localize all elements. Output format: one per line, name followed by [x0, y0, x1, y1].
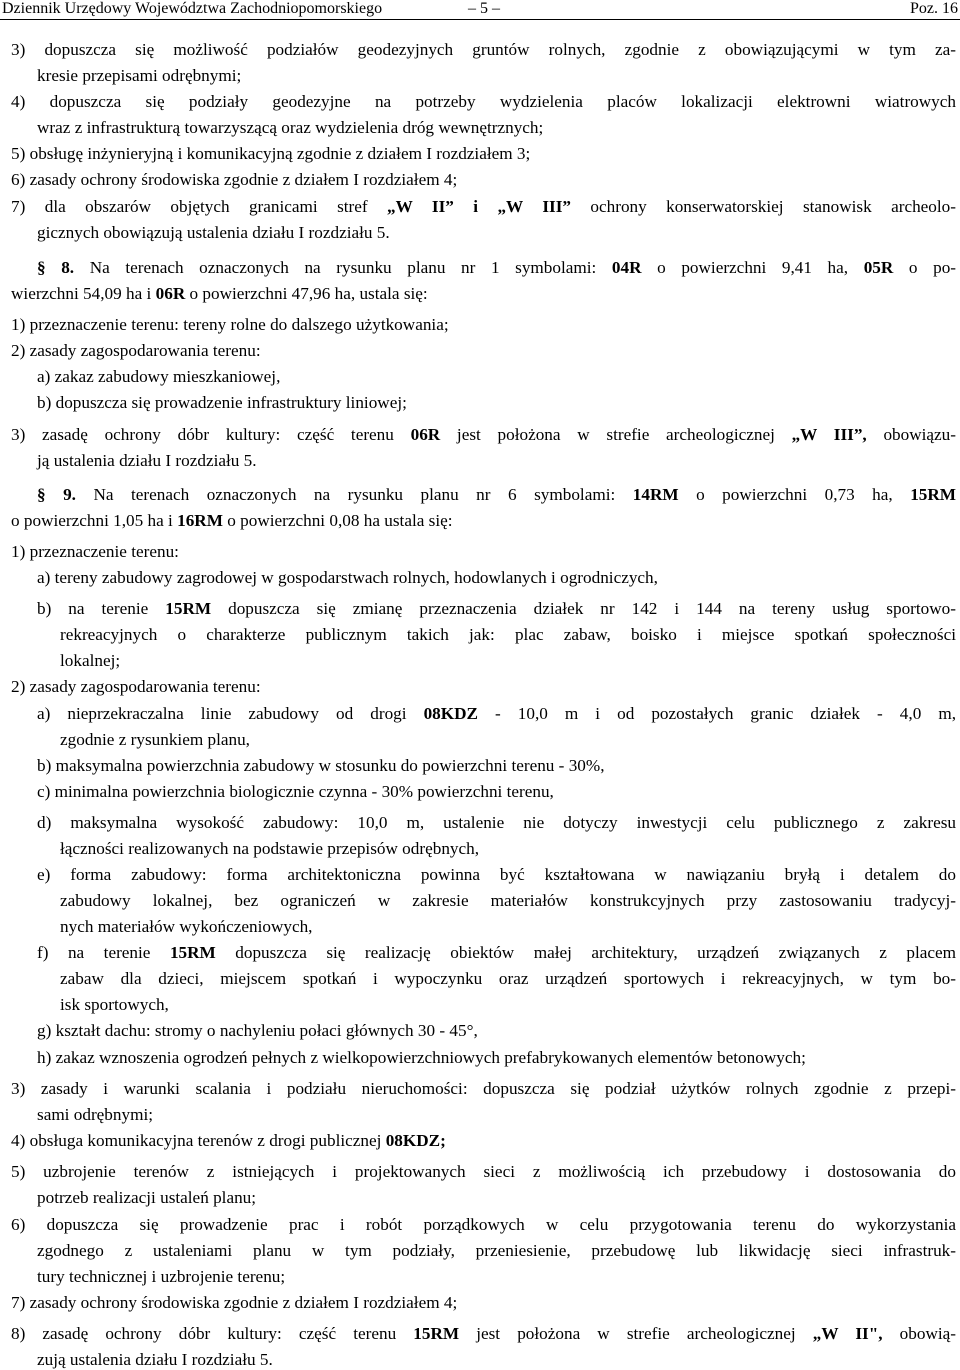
text-segment: 5) uzbrojenie terenów z istniejących i projektowanych sieci z możliwością ich przebudowy i dostosowania do	[11, 1162, 956, 1182]
bold-text-segment: „W II” i „W III”	[387, 197, 571, 217]
text-line	[11, 1293, 457, 1313]
text-line	[11, 1215, 956, 1235]
text-line	[37, 704, 956, 724]
text-line	[60, 969, 956, 989]
text-segment: c) minimalna powierzchnia biologicznie czynna - 30% powierzchni terenu,	[37, 782, 554, 802]
text-segment: o powierzchni 9,41 ha,	[641, 258, 864, 278]
text-segment: b) na terenie	[37, 599, 166, 619]
text-segment: obowiązu-	[866, 425, 956, 445]
text-segment: o powierzchni 0,08 ha ustala się:	[222, 511, 453, 531]
text-segment: 2) zasady zagospodarowania terenu:	[11, 341, 261, 361]
text-segment: zgodnie z rysunkiem planu,	[60, 730, 250, 750]
bold-text-segment: § 9.	[37, 485, 76, 505]
text-segment: łączności realizowanych na podstawie przepisów odrębnych,	[60, 839, 480, 859]
text-line	[37, 1021, 478, 1041]
text-line	[37, 1188, 256, 1208]
text-line	[11, 40, 956, 60]
text-line	[37, 367, 280, 387]
text-segment: jest położona w strefie archeologicznej	[459, 1324, 813, 1344]
bold-text-segment: 14RM	[632, 485, 679, 505]
text-segment: rekreacyjnych o charakterze publicznym takich jak: plac zabaw, boisko i miejsce spotkań społeczności	[60, 625, 956, 645]
text-segment: zabudowy lokalnej, bez ograniczeń w zakresie materiałów konstrukcyjnych przy zastosowaniu tradycyj-	[60, 891, 956, 911]
text-line	[37, 782, 554, 802]
text-line	[11, 341, 261, 361]
text-segment: 1) przeznaczenie terenu: tereny rolne do dalszego użytkowania;	[11, 315, 449, 335]
journal-title: Dziennik Urzędowy Województwa Zachodniopomorskiego	[2, 0, 383, 17]
text-segment: h) zakaz wznoszenia ogrodzeń pełnych z wielkopowierzchniowych prefabrykowanych elementów betonowych;	[37, 1048, 806, 1068]
text-segment: dopuszcza się zmianę przeznaczenia działek nr 142 i 144 na tereny usług sportowo-	[211, 599, 956, 619]
text-segment: a) zakaz zabudowy mieszkaniowej,	[37, 367, 281, 387]
text-segment: Na terenach oznaczonych na rysunku planu nr 6 symbolami:	[75, 485, 633, 505]
bold-text-segment: „W III”,	[791, 425, 867, 445]
text-segment: 7) zasady ochrony środowiska zgodnie z działem I rozdziałem 4;	[11, 1293, 458, 1313]
text-segment: ochrony konserwatorskiej stanowisk archeolo-	[571, 197, 956, 217]
text-segment: g) kształt dachu: stromy o nachyleniu połaci głównych 30 - 45°,	[37, 1021, 478, 1041]
bold-text-segment: 15RM	[910, 485, 956, 505]
text-line	[37, 813, 956, 833]
text-segment: o powierzchni 1,05 ha i	[11, 511, 178, 531]
text-segment: gicznych obowiązują ustalenia działu I rozdziału 5.	[37, 223, 390, 243]
text-line	[37, 865, 956, 885]
text-segment: jest położona w strefie archeologicznej	[440, 425, 792, 445]
text-segment: 6) zasady ochrony środowiska zgodnie z działem I rozdziałem 4;	[11, 170, 458, 190]
text-segment: nych materiałów wykończeniowych,	[60, 917, 313, 937]
text-segment: 4) dopuszcza się podziały geodezyjne na potrzeby wydzielenia placów lokalizacji elektrowni wiatrowych	[11, 92, 956, 112]
text-line	[37, 223, 390, 243]
text-segment: zabaw dla dzieci, miejscem spotkań i wypoczynku oraz urządzeń sportowych i rekreacyjnych, w tym bo-	[60, 969, 956, 989]
bold-text-segment: 15RM	[169, 943, 216, 963]
text-segment: tury technicznej i uzbrojenie terenu;	[37, 1267, 286, 1287]
header-rule	[0, 19, 960, 20]
text-segment: 3) zasadę ochrony dóbr kultury: część terenu	[11, 425, 411, 445]
text-segment: zują ustalenia działu I rozdziału 5.	[37, 1350, 273, 1370]
text-line	[11, 92, 956, 112]
text-line	[60, 995, 169, 1015]
text-line	[11, 1324, 956, 1344]
text-line	[11, 1162, 956, 1182]
text-segment: e) forma zabudowy: forma architektoniczna powinna być kształtowana w nawiązaniu bryłą i detalem do	[37, 865, 956, 885]
text-segment: o powierzchni 47,96 ha, ustala się:	[185, 284, 428, 304]
text-line	[60, 730, 250, 750]
bold-text-segment: 05R	[863, 258, 894, 278]
text-line	[11, 197, 956, 217]
bold-text-segment: „W II",	[812, 1324, 883, 1344]
text-line	[37, 485, 956, 505]
text-segment: o powierzchni 0,73 ha,	[678, 485, 911, 505]
text-line	[11, 511, 453, 531]
text-segment: wraz z infrastrukturą towarzyszącą oraz wydzielenia dróg wewnętrznych;	[37, 118, 544, 138]
text-line	[11, 144, 530, 164]
text-line	[60, 651, 120, 671]
text-segment: b) maksymalna powierzchnia zabudowy w stosunku do powierzchni terenu - 30%,	[37, 756, 605, 776]
text-line	[37, 756, 605, 776]
text-line	[37, 1105, 153, 1125]
bold-text-segment: 16RM	[177, 511, 223, 531]
position-number: Poz. 16	[910, 0, 958, 17]
text-segment: 7) dla obszarów objętych granicami stref	[11, 197, 388, 217]
text-segment: 6) dopuszcza się prowadzenie prac i robót porządkowych w celu przygotowania terenu do wykorzystania	[11, 1215, 956, 1235]
bold-text-segment: 08KDZ;	[385, 1131, 446, 1151]
text-line	[37, 451, 257, 471]
bold-text-segment: 08KDZ	[423, 704, 479, 724]
text-line	[60, 625, 956, 645]
text-line	[37, 66, 241, 86]
bold-text-segment: 06R	[410, 425, 441, 445]
text-segment: 3) zasady i warunki scalania i podziału nieruchomości: dopuszcza się podział użytków rolnych zgodnie z przepi-	[11, 1079, 956, 1099]
text-segment: 1) przeznaczenie terenu:	[11, 542, 179, 562]
text-line	[11, 542, 179, 562]
text-line	[60, 891, 956, 911]
text-segment: - 10,0 m i od pozostałych granic działek - 4,0 m,	[478, 704, 956, 724]
text-line	[11, 425, 956, 445]
text-line	[37, 1048, 806, 1068]
text-segment: isk sportowych,	[60, 995, 169, 1015]
text-line	[37, 1267, 285, 1287]
text-segment: b) dopuszcza się prowadzenie infrastruktury liniowej;	[37, 393, 407, 413]
text-line	[11, 170, 457, 190]
text-segment: lokalnej;	[60, 651, 121, 671]
text-line	[37, 393, 407, 413]
text-line	[37, 1241, 956, 1261]
text-segment: 3) dopuszcza się możliwość podziałów geodezyjnych gruntów rolnych, zgodnie z obowiązującymi w tym za-	[11, 40, 956, 60]
text-line	[11, 1131, 446, 1151]
text-segment: a) nieprzekraczalna linie zabudowy od drogi	[37, 704, 424, 724]
bold-text-segment: 15RM	[413, 1324, 460, 1344]
text-line	[37, 599, 956, 619]
text-segment: wierzchni 54,09 ha i	[11, 284, 156, 304]
text-line	[37, 943, 956, 963]
text-segment: potrzeb realizacji ustaleń planu;	[37, 1188, 257, 1208]
text-line	[37, 258, 956, 278]
text-line	[37, 118, 543, 138]
text-line	[37, 1350, 273, 1370]
text-line	[11, 315, 449, 335]
text-segment: f) na terenie	[37, 943, 170, 963]
page-header	[0, 0, 960, 20]
text-segment: obowią-	[882, 1324, 956, 1344]
text-line	[60, 917, 312, 937]
text-segment: 8) zasadę ochrony dóbr kultury: część terenu	[11, 1324, 414, 1344]
page-number: – 5 –	[468, 0, 500, 17]
text-line	[11, 1079, 956, 1099]
text-segment: dopuszcza się realizację obiektów małej architektury, urządzeń związanych z placem	[215, 943, 956, 963]
text-segment: ją ustalenia działu I rozdziału 5.	[37, 451, 257, 471]
text-segment: zgodnego z ustaleniami planu w tym podziały, przeniesienie, przebudowę lub likwidację sieci infrastruk-	[37, 1241, 956, 1261]
text-line	[11, 677, 261, 697]
text-line	[11, 284, 428, 304]
bold-text-segment: § 8.	[37, 258, 75, 278]
bold-text-segment: 04R	[611, 258, 642, 278]
text-segment: 2) zasady zagospodarowania terenu:	[11, 677, 261, 697]
text-segment: 5) obsługę inżynieryjną i komunikacyjną zgodnie z działem I rozdziałem 3;	[11, 144, 531, 164]
text-segment: o po-	[893, 258, 956, 278]
text-line	[60, 839, 479, 859]
text-segment: kresie przepisami odrębnymi;	[37, 66, 242, 86]
text-line	[37, 568, 658, 588]
text-segment: 4) obsługa komunikacyjna terenów z drogi publicznej	[11, 1131, 386, 1151]
bold-text-segment: 06R	[155, 284, 186, 304]
text-segment: a) tereny zabudowy zagrodowej w gospodarstwach rolnych, hodowlanych i ogrodniczych,	[37, 568, 658, 588]
text-segment: sami odrębnymi;	[37, 1105, 153, 1125]
text-segment: d) maksymalna wysokość zabudowy: 10,0 m, ustalenie nie dotyczy inwestycji celu publicznego z zakresu	[37, 813, 956, 833]
bold-text-segment: 15RM	[165, 599, 212, 619]
text-segment: Na terenach oznaczonych na rysunku planu nr 1 symbolami:	[74, 258, 612, 278]
